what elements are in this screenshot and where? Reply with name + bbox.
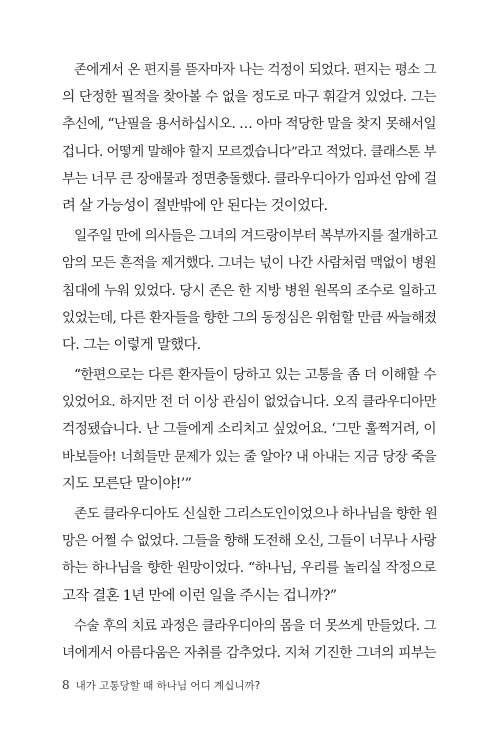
page-number: 8 [62,678,70,692]
text-line: 암의 모든 흔적을 제거했다. 그녀는 넋이 나간 사람처럼 맥없이 병원 [62,256,436,272]
body-text [62,57,436,667]
text-line: 바보들아! 너희들만 문제가 있는 줄 알아? 내 아내는 지금 당장 죽을 [62,449,436,465]
running-title: 내가 고통당할 때 하나님 어디 계십니까? [75,680,261,692]
text-line: 하는 하나님을 향한 원망이었다. “하나님, 우리를 놀리실 작정으로 [62,560,436,577]
text-line: 녀에게서 아름다움은 자취를 감추었다. 지쳐 기진한 그녀의 피부는 [62,644,436,661]
text-line: 부는 너무 큰 장애물과 정면충돌했다. 클라우디아가 임파선 암에 걸 [62,170,437,187]
text-line: 지도 모른단 말이야!’” [62,475,192,492]
text-line: 존에게서 온 편지를 뜯자마자 나는 걱정이 되었다. 편지는 평소 그 [74,63,436,78]
paragraph [62,613,436,667]
text-line: 있었는데, 다른 환자들을 향한 그의 동정심은 위험할 만큼 싸늘해졌 [62,309,437,326]
text-line: 다. 그는 이렇게 말했다. [62,336,201,353]
paragraph [62,57,436,220]
text-line: 추신에, “난필을 용서하십시오. … 아마 적당한 말을 찾지 못해서일 [62,116,436,133]
text-line: 침대에 누워 있었다. 당시 존은 한 지방 병원 원목의 조수로 일하고 [62,282,436,299]
text-line: 의 단정한 필적을 찾아볼 수 없을 정도로 마구 휘갈겨 있었다. 그는 [62,89,436,106]
text-line: 있었어요. 하지만 전 더 이상 관심이 없었습니다. 오직 클라우디아만 [62,395,436,411]
text-line: 겁니다. 어떻게 말해야 할지 모르겠습니다”라고 적었다. 클래스톤 부 [62,144,436,160]
text-line: 존도 클라우디아도 신실한 그리스도인이었으나 하나님을 향한 원 [74,506,438,522]
text-line: 려 살 가능성이 절반밖에 안 된다는 것이었다. [62,197,328,214]
text-line: 걱정됐습니다. 난 그들에게 소리치고 싶었어요. ‘그만 훌쩍거려, 이 [62,421,436,438]
paragraph [62,362,436,498]
text-line: “한편으로는 다른 환자들이 당하고 있는 고통을 좀 더 이해할 수 [74,367,436,384]
page-footer [62,678,260,693]
text-line: 망은 어쩔 수 없었다. 그들을 향해 도전해 오신, 그들이 너무나 사랑 [62,533,436,550]
text-line: 수술 후의 치료 과정은 클라우디아의 몸을 더 못쓰게 만들었다. 그 [74,618,436,634]
paragraph [62,223,436,359]
text-line: 일주일 만에 의사들은 그녀의 겨드랑이부터 복부까지를 절개하고 [74,228,438,245]
paragraph [62,501,436,610]
text-line: 고작 결혼 1년 만에 이런 일을 주시는 겁니까?” [62,587,337,604]
